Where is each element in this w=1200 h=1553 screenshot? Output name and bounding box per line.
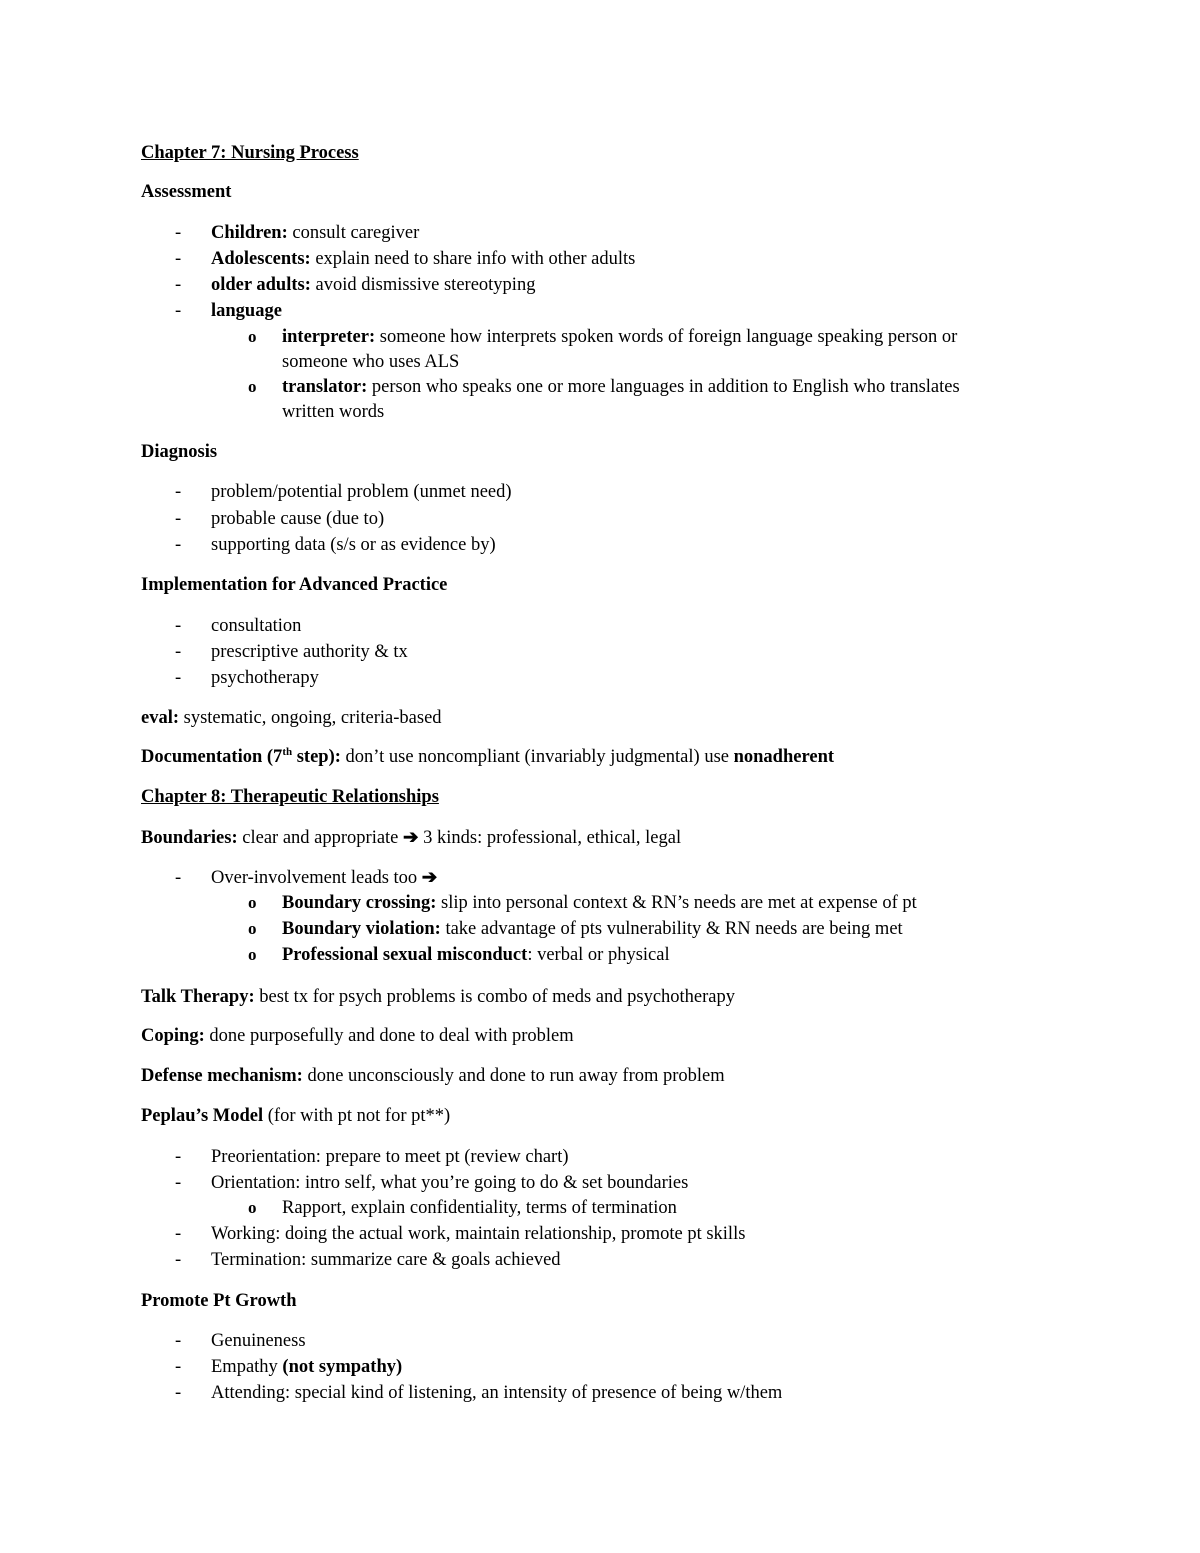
sub-list-item [0, 325, 1200, 349]
circle-bullet: o [248, 893, 257, 912]
defense-mechanism-paragraph [141, 1064, 725, 1088]
term-text: slip into personal context & RN’s needs are met at expense of pt [436, 893, 917, 913]
list-item-text: Orientation: intro self, what you’re going to do & set boundaries [211, 1173, 689, 1193]
list-item-text: Rapport, explain confidentiality, terms of termination [282, 1198, 677, 1218]
list-item [0, 221, 1200, 245]
list-item [0, 480, 1200, 504]
list-item-text: Termination: summarize care & goals achieved [211, 1250, 561, 1270]
list-item [0, 866, 1200, 890]
dash-bullet: - [175, 1357, 182, 1377]
list-item [0, 666, 1200, 690]
list-item-text: Empathy [211, 1357, 283, 1377]
term-label: eval: [141, 708, 180, 728]
term-label: language [211, 301, 282, 321]
chapter-8-title: Chapter 8: Therapeutic Relationships [141, 787, 439, 807]
dash-bullet: - [175, 482, 182, 502]
dash-bullet: - [175, 535, 182, 555]
dash-bullet: - [175, 1383, 182, 1403]
dash-bullet: - [175, 249, 182, 269]
arrow-icon: ➔ [421, 868, 438, 888]
list-item [0, 273, 1200, 297]
list-item [0, 1381, 1200, 1405]
sub-list-item [0, 375, 1200, 399]
list-item-text: problem/potential problem (unmet need) [211, 482, 512, 502]
term-text: take advantage of pts vulnerability & RN needs are being met [440, 919, 903, 939]
term-text: consult caregiver [287, 223, 420, 243]
dash-bullet: - [175, 642, 182, 662]
list-item [0, 299, 1200, 323]
term-label: translator: [282, 377, 368, 397]
list-item-text: supporting data (s/s or as evidence by) [211, 535, 496, 555]
list-item-text: prescriptive authority & tx [211, 642, 408, 662]
term-label: interpreter: [282, 327, 376, 347]
list-item-text: Over-involvement leads too [211, 868, 422, 888]
circle-bullet: o [248, 327, 257, 346]
circle-bullet: o [248, 945, 257, 964]
term-text: someone how interprets spoken words of foreign language speaking person or [375, 327, 958, 347]
term-label: Boundaries: [141, 828, 238, 848]
term-text: done unconsciously and done to run away from problem [302, 1066, 725, 1086]
emphasis-term: (not sympathy) [282, 1357, 403, 1377]
term-label: step): [292, 747, 341, 767]
eval-paragraph [141, 706, 442, 730]
sub-list-item [0, 917, 1200, 941]
term-label: Boundary violation: [282, 919, 441, 939]
coping-paragraph [141, 1024, 574, 1048]
sub-list-item-continuation [0, 350, 1200, 374]
term-text: avoid dismissive stereotyping [310, 275, 536, 295]
list-item-text: Genuineness [211, 1331, 306, 1351]
superscript: th [282, 746, 293, 758]
term-text: (for with pt not for pt**) [263, 1106, 451, 1126]
term-text: 3 kinds: professional, ethical, legal [418, 828, 682, 848]
term-text: explain need to share info with other adults [310, 249, 636, 269]
sub-list-item [0, 1196, 1200, 1220]
term-label: Children: [211, 223, 288, 243]
list-item [0, 614, 1200, 638]
circle-bullet: o [248, 1198, 257, 1217]
dash-bullet: - [175, 868, 182, 888]
emphasis-term: nonadherent [733, 747, 835, 767]
dash-bullet: - [175, 1147, 182, 1167]
dash-bullet: - [175, 301, 182, 321]
list-item-text: Preorientation: prepare to meet pt (review chart) [211, 1147, 569, 1167]
list-item [0, 1248, 1200, 1272]
term-label: Peplau’s Model [141, 1106, 264, 1126]
term-text: best tx for psych problems is combo of meds and psychotherapy [254, 987, 736, 1007]
sub-list-item-continuation [0, 400, 1200, 424]
list-item [0, 247, 1200, 271]
list-item-text: psychotherapy [211, 668, 319, 688]
dash-bullet: - [175, 223, 182, 243]
dash-bullet: - [175, 1224, 182, 1244]
term-text: person who speaks one or more languages in addition to English who translates [367, 377, 960, 397]
dash-bullet: - [175, 668, 182, 688]
list-item [0, 533, 1200, 557]
term-text: don’t use noncompliant (invariably judgmental) use [340, 747, 734, 767]
list-item-text: Working: doing the actual work, maintain relationship, promote pt skills [211, 1224, 746, 1244]
peplau-paragraph [141, 1104, 450, 1128]
term-label: Defense mechanism: [141, 1066, 303, 1086]
term-label: Talk Therapy: [141, 987, 255, 1007]
term-text: done purposefully and done to deal with problem [204, 1026, 574, 1046]
dash-bullet: - [175, 1250, 182, 1270]
list-item-text: consultation [211, 616, 302, 636]
term-label: Professional sexual misconduct [282, 945, 528, 965]
term-text-continued: written words [282, 402, 385, 422]
term-text: : verbal or physical [527, 945, 670, 965]
term-text: systematic, ongoing, criteria-based [179, 708, 442, 728]
documentation-paragraph [141, 745, 834, 769]
term-text: clear and appropriate [237, 828, 404, 848]
term-label: Coping: [141, 1026, 205, 1046]
term-label: Documentation (7 [141, 747, 283, 767]
arrow-icon: ➔ [403, 828, 419, 848]
list-item [0, 1329, 1200, 1353]
term-label: older adults: [211, 275, 311, 295]
chapter-7-title: Chapter 7: Nursing Process [141, 143, 359, 163]
sub-list-item [0, 943, 1200, 967]
list-item [0, 640, 1200, 664]
list-item [0, 1355, 1200, 1379]
dash-bullet: - [175, 509, 182, 529]
boundaries-paragraph [141, 826, 681, 850]
circle-bullet: o [248, 377, 257, 396]
dash-bullet: - [175, 1331, 182, 1351]
term-label: Adolescents: [211, 249, 311, 269]
term-text-continued: someone who uses ALS [282, 352, 460, 372]
list-item-text: Attending: special kind of listening, an intensity of presence of being w/them [211, 1383, 783, 1403]
talk-therapy-paragraph [141, 985, 735, 1009]
diagnosis-heading: Diagnosis [141, 442, 218, 462]
list-item [0, 1145, 1200, 1169]
assessment-heading: Assessment [141, 182, 232, 202]
list-item [0, 1222, 1200, 1246]
promote-growth-heading: Promote Pt Growth [141, 1291, 297, 1311]
list-item-text: probable cause (due to) [211, 509, 385, 529]
list-item [0, 1171, 1200, 1195]
circle-bullet: o [248, 919, 257, 938]
dash-bullet: - [175, 275, 182, 295]
list-item [0, 507, 1200, 531]
dash-bullet: - [175, 616, 182, 636]
sub-list-item [0, 891, 1200, 915]
dash-bullet: - [175, 1173, 182, 1193]
implementation-heading: Implementation for Advanced Practice [141, 575, 448, 595]
term-label: Boundary crossing: [282, 893, 437, 913]
